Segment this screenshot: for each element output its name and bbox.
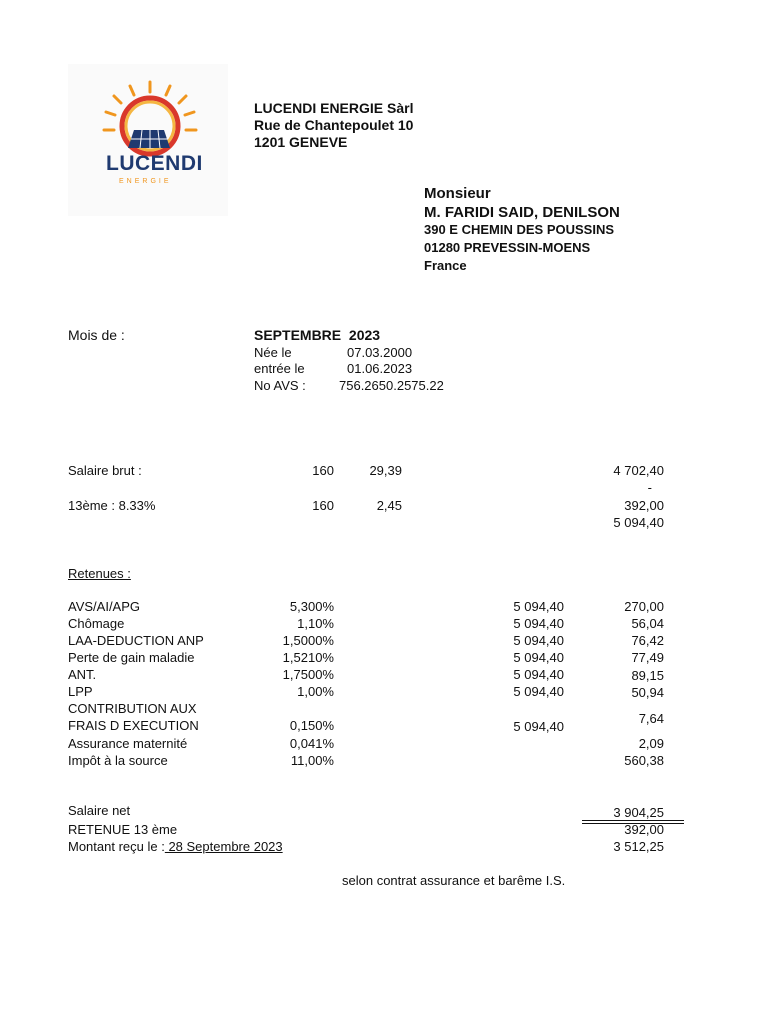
deduction-label: Chômage — [68, 616, 125, 631]
entry-label: entrée le — [254, 361, 305, 376]
gross-label: Salaire brut : — [68, 463, 142, 478]
gross-dash: - — [647, 480, 652, 495]
avs-value: 756.2650.2575.22 — [339, 378, 444, 393]
earnings-total: 5 094,40 — [613, 515, 664, 530]
recipient-country: France — [424, 258, 467, 273]
deduction-amount: 56,04 — [631, 616, 664, 631]
deduction-label: CONTRIBUTION AUX — [68, 701, 197, 716]
deduction-base: 5 094,40 — [513, 719, 564, 734]
month-label: Mois de : — [68, 327, 125, 343]
deduction-rate: 1,00% — [297, 684, 334, 699]
deduction-amount: 50,94 — [631, 685, 664, 700]
retenue-13-label: RETENUE 13 ème — [68, 822, 178, 837]
retenue-13-value: 392,00 — [624, 822, 664, 837]
deduction-base: 5 094,40 — [513, 684, 564, 699]
deductions-title: Retenues : — [68, 566, 131, 581]
recipient-name: M. FARIDI SAID, DENILSON — [424, 204, 620, 221]
amount-received — [68, 839, 283, 854]
deduction-rate: 1,5000% — [282, 633, 334, 648]
deduction-base: 5 094,40 — [513, 616, 564, 631]
deduction-label-line2: FRAIS D EXECUTION — [68, 718, 199, 733]
deduction-label: LAA-DEDUCTION ANP — [68, 633, 204, 648]
deduction-rate: 1,5210% — [282, 650, 334, 665]
net-salary-value: 3 904,25 — [613, 805, 664, 820]
thirteenth-rate: 2,45 — [376, 498, 402, 513]
amount-received-label: Montant reçu le : — [68, 839, 165, 854]
amount-received-date: 28 Septembre 2023 — [164, 839, 283, 854]
deduction-label: AVS/AI/APG — [68, 599, 141, 614]
deduction-label: Impôt à la source — [68, 753, 168, 768]
deduction-amount: 560,38 — [624, 753, 664, 768]
footnote: selon contrat assurance et barême I.S. — [342, 873, 566, 888]
deduction-amount: 76,42 — [631, 633, 664, 648]
deduction-base: 5 094,40 — [513, 633, 564, 648]
gross-hours: 160 — [312, 463, 334, 478]
recipient-salutation: Monsieur — [424, 185, 491, 202]
company-street: Rue de Chantepoulet 10 — [254, 117, 414, 133]
double-rule-top — [582, 820, 684, 821]
company-name: LUCENDI ENERGIE Sàrl — [254, 100, 414, 116]
thirteenth-label: 13ème : 8.33% — [68, 498, 156, 513]
deduction-base: 5 094,40 — [513, 599, 564, 614]
sun-icon — [68, 64, 228, 216]
deduction-amount: 89,15 — [631, 668, 664, 683]
deduction-label: Perte de gain maladie — [68, 650, 195, 665]
net-salary-label: Salaire net — [68, 803, 131, 818]
avs-label: No AVS : — [254, 378, 306, 393]
deduction-base: 5 094,40 — [513, 650, 564, 665]
thirteenth-hours: 160 — [312, 498, 334, 513]
amount-received-value: 3 512,25 — [613, 839, 664, 854]
deduction-label: ANT. — [68, 667, 97, 682]
deduction-label: Assurance maternité — [68, 736, 188, 751]
deduction-amount: 2,09 — [638, 736, 664, 751]
deduction-base: 5 094,40 — [513, 667, 564, 682]
company-city: 1201 GENEVE — [254, 134, 348, 150]
deduction-amount: 77,49 — [631, 650, 664, 665]
entry-value: 01.06.2023 — [347, 361, 413, 376]
logo-wordmark: LUCENDI — [106, 152, 203, 175]
recipient-city: 01280 PREVESSIN-MOENS — [424, 240, 591, 255]
deduction-amount: 270,00 — [624, 599, 664, 614]
birth-value: 07.03.2000 — [347, 345, 413, 360]
thirteenth-amount: 392,00 — [624, 498, 664, 513]
deduction-rate: 5,300% — [289, 599, 334, 614]
company-logo — [68, 64, 228, 216]
logo-subtext: ENERGIE — [119, 178, 172, 185]
deduction-rate: 1,7500% — [282, 667, 334, 682]
deduction-rate: 1,10% — [297, 616, 334, 631]
recipient-street: 390 E CHEMIN DES POUSSINS — [424, 222, 614, 237]
gross-amount: 4 702,40 — [613, 463, 664, 478]
deduction-label: LPP — [68, 684, 93, 699]
gross-rate: 29,39 — [369, 463, 402, 478]
deduction-rate: 0,041% — [289, 736, 334, 751]
deduction-rate: 11,00% — [290, 753, 334, 768]
month-value: SEPTEMBRE 2023 — [254, 327, 381, 343]
deduction-amount: 7,64 — [638, 711, 664, 726]
birth-label: Née le — [254, 345, 292, 360]
deduction-rate: 0,150% — [289, 718, 334, 733]
